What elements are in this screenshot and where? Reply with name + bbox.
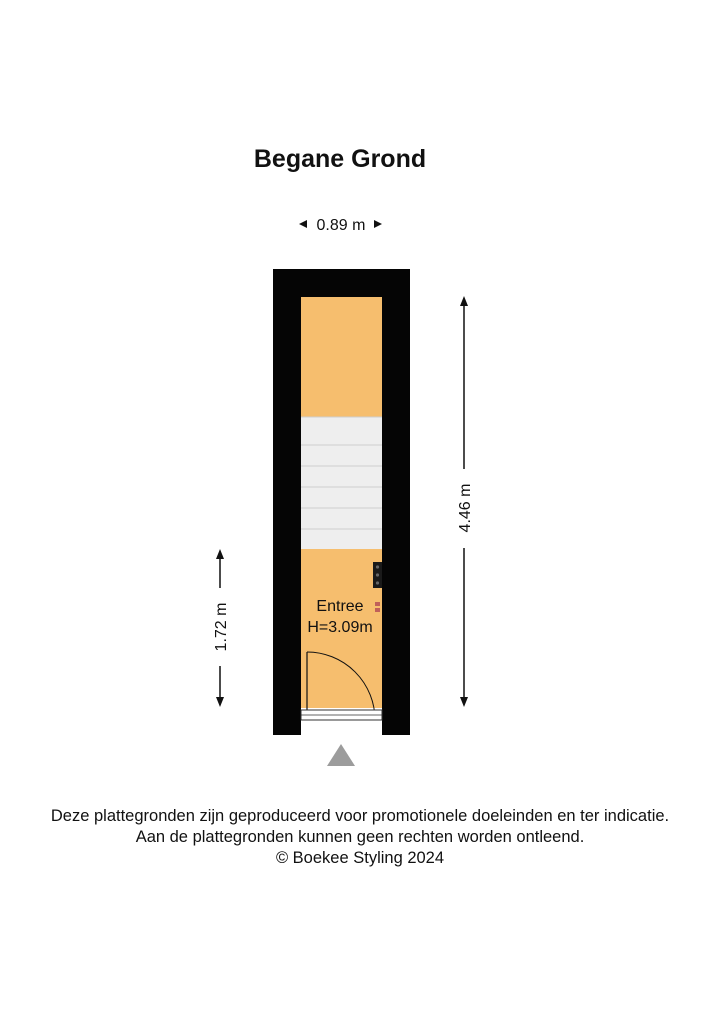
width-dimension bbox=[299, 217, 382, 234]
meter-cabinet-icon bbox=[373, 562, 382, 588]
copyright: © Boekee Styling 2024 bbox=[275, 849, 445, 867]
arrow-down-icon bbox=[460, 697, 468, 707]
stairs bbox=[301, 417, 382, 549]
length-dimension-label: 4.46 m bbox=[457, 483, 474, 533]
entrance-length-label: 1.72 m bbox=[213, 602, 230, 652]
disclaimer bbox=[0, 806, 720, 869]
floor-upper bbox=[301, 297, 382, 417]
length-dimension bbox=[457, 296, 474, 707]
entrance-length-dimension bbox=[213, 549, 230, 707]
entrance-marker-icon bbox=[327, 744, 355, 766]
disclaimer-line-2: Aan de plattegronden kunnen geen rechten worden ontleend. bbox=[135, 828, 585, 846]
arrow-left-icon bbox=[299, 220, 307, 228]
arrow-right-icon bbox=[374, 220, 382, 228]
arrow-down-icon bbox=[216, 697, 224, 707]
room-height: H=3.09m bbox=[307, 619, 373, 636]
disclaimer-line-1: Deze plattegronden zijn geproduceerd voor promotionele doeleinden en ter indicatie. bbox=[50, 807, 670, 825]
width-dimension-label: 0.89 m bbox=[316, 217, 366, 234]
floor-title: Begane Grond bbox=[253, 145, 427, 173]
room-name: Entree bbox=[316, 598, 364, 615]
